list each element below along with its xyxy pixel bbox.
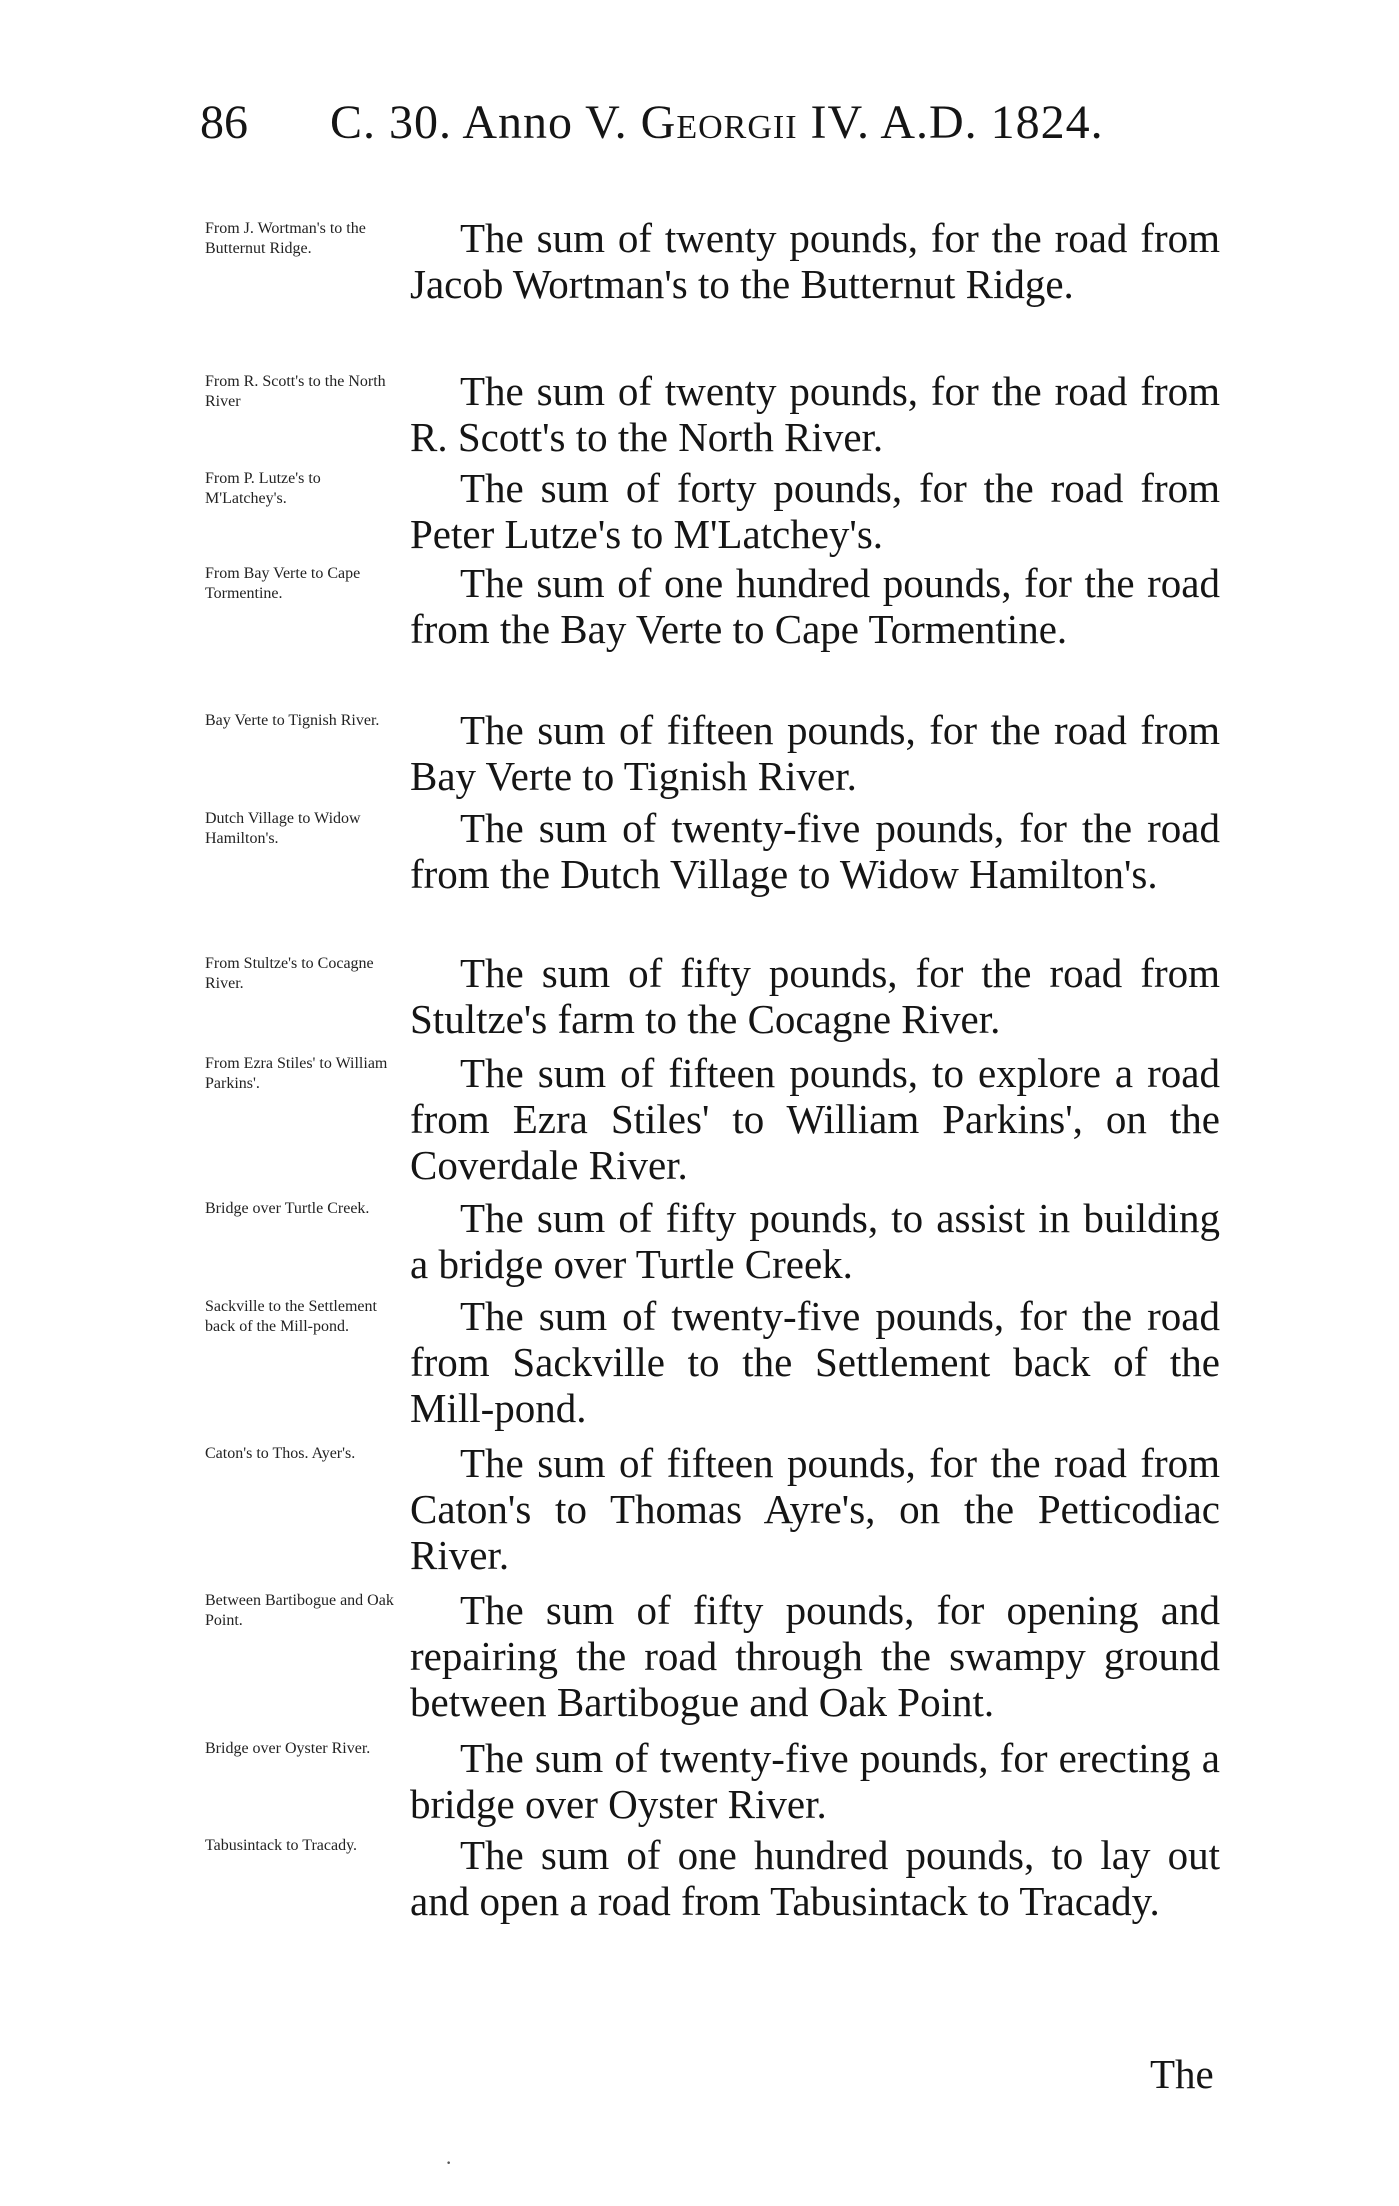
margin-note: From R. Scott's to the North River	[205, 373, 386, 410]
margin-note: Caton's to Thos. Ayer's.	[205, 1445, 356, 1462]
entry-text: The sum of twenty pounds, for the road from Jacob Wortman's to the Butternut Ridge.	[410, 215, 1220, 307]
margin-note: Bay Verte to Tignish River.	[205, 712, 380, 729]
chapter-number: C. 30.	[330, 96, 453, 149]
entry-text: The sum of one hundred pounds, to lay out and open a road from Tabusintack to Tracady.	[410, 1832, 1220, 1924]
margin-note: From Stultze's to Cocagne River.	[205, 955, 374, 992]
margin-note: From Bay Verte to Cape Tormentine.	[205, 565, 361, 602]
entry-text: The sum of fifty pounds, for the road from Stultze's farm to the Cocagne River.	[410, 950, 1220, 1042]
margin-note: Between Bartibogue and Oak Point.	[205, 1592, 394, 1629]
entry-text: The sum of twenty-five pounds, for erecting a bridge over Oyster River.	[410, 1735, 1220, 1827]
margin-note: Dutch Village to Widow Hamilton's.	[205, 810, 361, 847]
margin-note: From J. Wortman's to the Butternut Ridge.	[205, 220, 366, 257]
entry-text: The sum of twenty pounds, for the road from R. Scott's to the North River.	[410, 368, 1220, 460]
entry-text: The sum of fifty pounds, to assist in building a bridge over Turtle Creek.	[410, 1195, 1220, 1287]
entry-text: The sum of fifty pounds, for opening and repairing the road through the swampy ground between Bartibogue and Oak Point.	[410, 1587, 1220, 1725]
entry-text: The sum of fifteen pounds, for the road from Bay Verte to Tignish River.	[410, 707, 1220, 799]
page-number: 86	[200, 96, 248, 149]
entry-text: The sum of fifteen pounds, to explore a road from Ezra Stiles' to William Parkins', on the Coverdale River.	[410, 1050, 1220, 1188]
running-head	[330, 95, 1104, 150]
margin-note: From Ezra Stiles' to William Parkins'.	[205, 1055, 388, 1092]
entry-text: The sum of twenty-five pounds, for the road from the Dutch Village to Widow Hamilton's.	[410, 805, 1220, 897]
margin-note: Bridge over Oyster River.	[205, 1740, 371, 1757]
running-header	[200, 95, 1220, 150]
margin-note: Tabusintack to Tracady.	[205, 1837, 358, 1854]
regnal-year: Anno V.	[462, 96, 628, 149]
margin-note: Bridge over Turtle Creek.	[205, 1200, 370, 1217]
print-speck: ·	[445, 2150, 453, 2175]
catchword: The	[1150, 2051, 1214, 2097]
entry-text: The sum of forty pounds, for the road from Peter Lutze's to M'Latchey's.	[410, 465, 1220, 557]
margin-note: Sackville to the Settlement back of the Mill-pond.	[205, 1298, 377, 1335]
entry-text: The sum of one hundred pounds, for the road from the Bay Verte to Cape Tormentine.	[410, 560, 1220, 652]
margin-note: From P. Lutze's to M'Latchey's.	[205, 470, 321, 507]
entry-text: The sum of fifteen pounds, for the road from Caton's to Thomas Ayre's, on the Petticodiac River.	[410, 1440, 1220, 1578]
entry-text: The sum of twenty-five pounds, for the road from Sackville to the Settlement back of the Mill-pond.	[410, 1293, 1220, 1431]
monarch: Georgii IV.	[640, 96, 870, 149]
calendar-year: A.D. 1824.	[880, 96, 1104, 149]
